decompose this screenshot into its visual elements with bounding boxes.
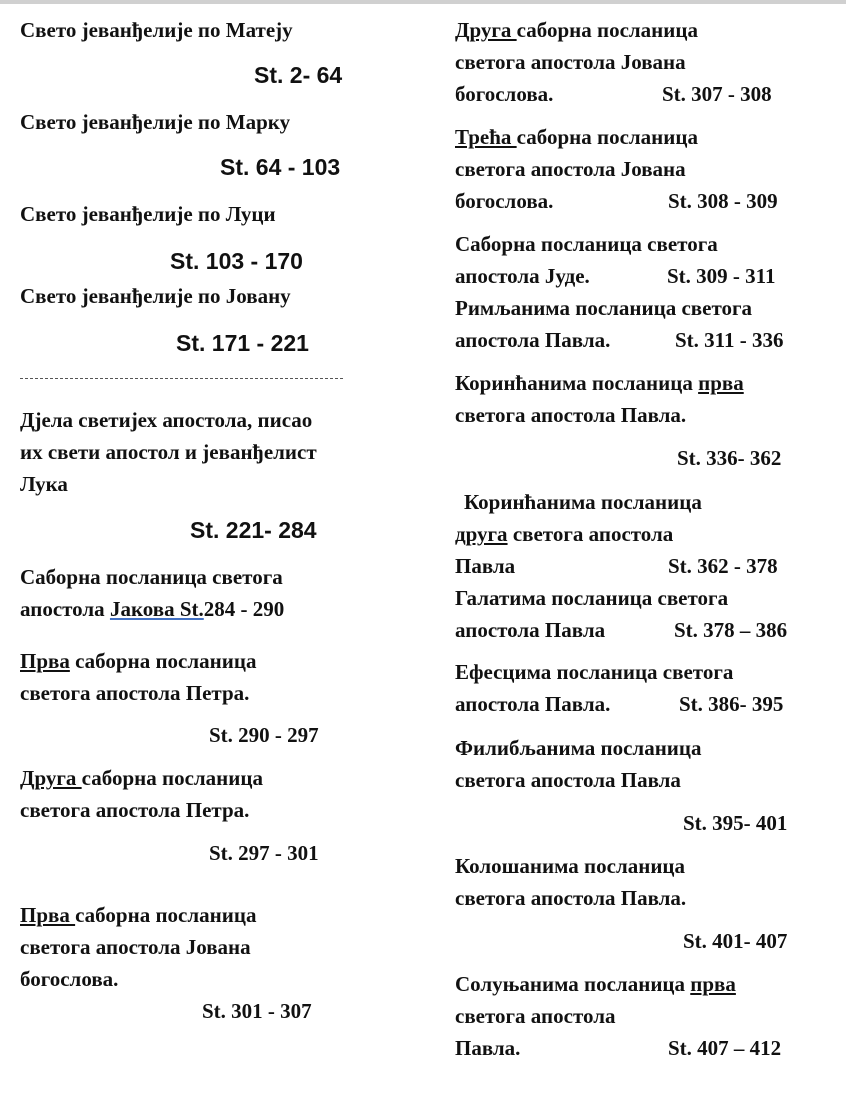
john2-line-1-rest: саборна посланица xyxy=(516,18,698,42)
eph-line-2: апостола Павла. xyxy=(455,692,611,716)
luke-pages: St. 103 - 170 xyxy=(170,248,303,274)
matthew-pages: St. 2- 64 xyxy=(254,62,343,88)
john1-line-1-rest: саборна посланица xyxy=(75,903,257,927)
john2-ordinal: Друга xyxy=(455,18,517,42)
john3-line-1-rest: саборна посланица xyxy=(516,125,698,149)
john3-line-2: светога апостола Јована xyxy=(455,157,686,181)
peter2-line-1-rest: саборна посланица xyxy=(81,766,263,790)
peter1-line-2: светога апостола Петра. xyxy=(20,681,250,705)
john1-line-2: светога апостола Јована xyxy=(20,935,251,959)
john-pages: St. 171 - 221 xyxy=(176,330,309,356)
john-title: Свето јеванђелије по Јовану xyxy=(20,284,291,308)
romans-pages: St. 311 - 336 xyxy=(675,328,784,352)
james-line-2-pre: апостола xyxy=(20,597,110,621)
thess-line-1 xyxy=(455,968,736,1000)
col-pages: St. 401- 407 xyxy=(683,929,788,953)
mark-title: Свето јеванђелије по Марку xyxy=(20,110,291,134)
acts-line-2: их свети апостол и јеванђелист xyxy=(20,440,317,464)
cor1-ordinal: прва xyxy=(698,371,744,395)
matthew-title: Свето јеванђелије по Матеју xyxy=(20,18,293,42)
john3-line-1 xyxy=(455,121,698,153)
gal-pages: St. 378 – 386 xyxy=(674,618,788,642)
james-pages: 284 - 290 xyxy=(203,597,285,621)
cor2-line-1: Коринћанима посланица xyxy=(464,490,702,514)
john1-line-3: богослова. xyxy=(20,967,119,991)
acts-line-1: Дјела светијех апостола, писао xyxy=(20,408,313,432)
cor1-line-2: светога апостола Павла. xyxy=(455,403,687,427)
cor2-line-2 xyxy=(455,518,673,550)
cor1-line-1-pre: Коринћанима посланица xyxy=(455,371,699,395)
peter2-pages: St. 297 - 301 xyxy=(209,841,319,865)
cor2-pages: St. 362 - 378 xyxy=(668,554,778,578)
romans-line-1: Римљанима посланица светога xyxy=(455,296,753,320)
john2-line-1 xyxy=(455,14,698,46)
thess-line-1-pre: Солуњанима посланица xyxy=(455,972,691,996)
luke-title: Свето јеванђелије по Луци xyxy=(20,202,276,226)
peter1-ordinal: Прва xyxy=(20,649,70,673)
peter2-line-1 xyxy=(20,762,263,794)
peter1-line-1-rest: саборна посланица xyxy=(69,649,257,673)
peter2-ordinal: Друга xyxy=(20,766,82,790)
john3-pages: St. 308 - 309 xyxy=(668,189,778,213)
james-line-2 xyxy=(20,593,284,625)
john3-line-3: богослова. xyxy=(455,189,554,213)
thess-ordinal: прва xyxy=(690,972,736,996)
section-divider xyxy=(20,378,343,379)
james-line-1: Саборна посланица светога xyxy=(20,565,283,589)
john2-line-3: богослова. xyxy=(455,82,554,106)
col-line-2: светога апостола Павла. xyxy=(455,886,687,910)
window-top-border xyxy=(0,0,846,4)
acts-pages: St. 221- 284 xyxy=(190,517,317,543)
john3-ordinal: Трећа xyxy=(455,125,517,149)
cor1-line-1 xyxy=(455,367,744,399)
cor1-pages: St. 336- 362 xyxy=(677,446,782,470)
cor2-line-3: Павла xyxy=(455,554,516,578)
mark-pages: St. 64 - 103 xyxy=(220,154,341,180)
thess-line-2: светога апостола xyxy=(455,1004,616,1028)
john2-pages: St. 307 - 308 xyxy=(662,82,772,106)
acts-line-3: Лука xyxy=(20,472,68,496)
jude-line-1: Саборна посланица светога xyxy=(455,232,718,256)
john1-pages: St. 301 - 307 xyxy=(202,999,312,1023)
phil-line-1: Филибљанима посланица xyxy=(455,736,702,760)
col-line-1: Колошанима посланица xyxy=(455,854,686,878)
gal-line-2: апостола Павла xyxy=(455,618,606,642)
john1-line-1 xyxy=(20,899,256,931)
peter1-pages: St. 290 - 297 xyxy=(209,723,319,747)
phil-pages: St. 395- 401 xyxy=(683,811,788,835)
jude-line-2: апостола Јуде. xyxy=(455,264,590,288)
gal-line-1: Галатима посланица светога xyxy=(455,586,729,610)
peter1-line-1 xyxy=(20,645,256,677)
eph-line-1: Ефесцима посланица светога xyxy=(455,660,734,684)
eph-pages: St. 386- 395 xyxy=(679,692,784,716)
peter2-line-2: светога апостола Петра. xyxy=(20,798,250,822)
thess-pages: St. 407 – 412 xyxy=(668,1036,782,1060)
cor2-line-2-rest: светога апостола xyxy=(507,522,674,546)
john1-ordinal: Прва xyxy=(20,903,76,927)
jude-pages: St. 309 - 311 xyxy=(667,264,776,288)
phil-line-2: светога апостола Павла xyxy=(455,768,681,792)
john2-line-2: светога апостола Јована xyxy=(455,50,686,74)
james-link[interactable]: Јакова St. xyxy=(109,597,204,621)
cor2-ordinal: друга xyxy=(455,522,508,546)
romans-line-2: апостола Павла. xyxy=(455,328,611,352)
thess-line-3: Павла. xyxy=(455,1036,521,1060)
